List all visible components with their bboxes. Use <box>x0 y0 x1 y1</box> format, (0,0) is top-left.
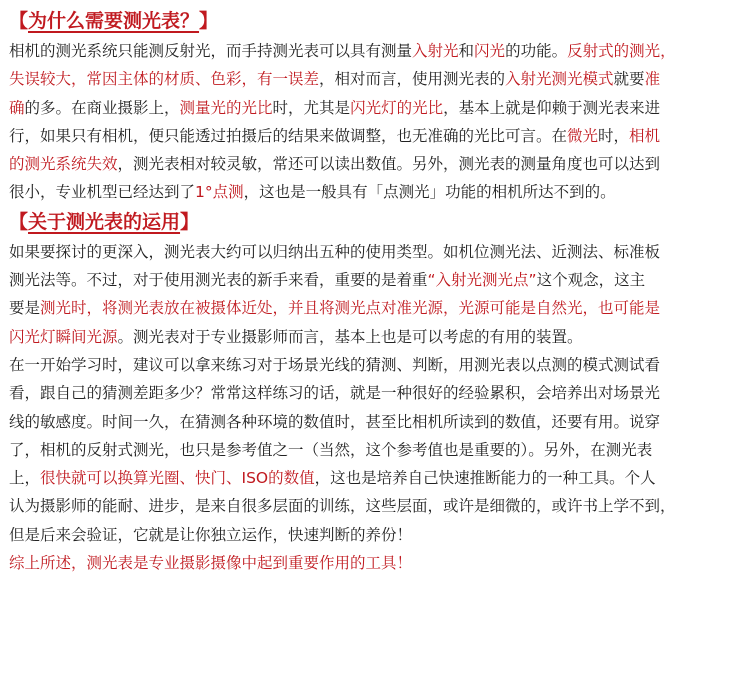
highlighted-text: 闪光 <box>474 42 506 60</box>
body-text: 行，如果只有相机，便只能透过拍摄后的结果来做调整，也无准确的光比可言。在 <box>9 126 568 145</box>
heading-bracket-open: 【 <box>9 10 29 32</box>
body-text: 看，跟自己的猜测差距多少？常常这样练习的话，就是一种很好的经验累积，会培养出对场景光 <box>9 384 661 403</box>
highlighted-text: 确 <box>9 98 25 117</box>
highlighted-text: 相机 <box>629 126 661 145</box>
conclusion-text: 综上所述，测光表是专业摄影摄像中起到重要作用的工具！ <box>9 554 413 573</box>
highlighted-text: 闪光灯的光比 <box>350 98 444 117</box>
text-line <box>9 178 744 206</box>
text-line <box>9 323 744 351</box>
highlighted-text: 入射光 <box>412 42 459 60</box>
highlighted-text: 很快就可以换算光圈、快门、ISO的数值 <box>40 469 315 488</box>
paragraph <box>9 351 744 549</box>
text-line <box>9 122 744 150</box>
body-text: ，测光表相对较灵敏，常还可以读出数值。另外，测光表的测量角度也可以达到 <box>117 155 661 174</box>
text-line <box>9 150 744 178</box>
body-text: 如果要探讨的更深入，测光表大约可以归纳出五种的使用类型。如机位测光法、近测法、标准板 <box>9 242 661 261</box>
body-text: 和 <box>458 42 475 60</box>
highlighted-text: 失误较大，常因主体的材质、色彩，有一误差 <box>9 70 320 89</box>
heading-bracket-open: 【 <box>9 210 29 233</box>
text-line <box>9 379 744 407</box>
text-line <box>9 351 744 379</box>
text-line <box>9 294 744 322</box>
body-text: 。测光表对于专业摄影师而言，基本上也是可以考虑的有用的装置。 <box>117 327 583 346</box>
body-text: 很小，专业机型已经达到了 <box>9 183 196 202</box>
article-sections <box>9 6 744 549</box>
body-text: 测光法等。不过，对于使用测光表的新手来看，重要的是着重 <box>9 271 428 290</box>
highlighted-text: 微光 <box>567 126 599 145</box>
text-line <box>9 266 744 294</box>
text-line <box>9 436 744 464</box>
highlighted-text: 1°点测 <box>195 183 244 202</box>
body-text: 时， <box>598 126 630 145</box>
body-text: 的多。在商业摄影上， <box>24 98 180 117</box>
text-line <box>9 408 744 436</box>
body-text: 线的敏感度。时间一久，在猜测各种环境的数值时，甚至比相机所读到的数值，还要有用。说穿 <box>9 412 661 431</box>
highlighted-text: 的测光系统失效 <box>9 155 118 174</box>
highlighted-text: 闪光灯瞬间光源 <box>9 327 118 346</box>
text-line <box>9 94 744 122</box>
body-text: 时，尤其是 <box>272 98 351 117</box>
body-text: ，这也是一般具有「点测光」功能的相机所达不到的。 <box>243 183 616 202</box>
highlighted-text: 反射式的测光， <box>567 42 676 60</box>
body-text: ，基本上就是仰赖于测光表来进 <box>443 98 661 117</box>
highlighted-text: 入射光测光模式 <box>505 70 614 89</box>
highlighted-text: 测量光的光比 <box>179 98 273 117</box>
section-heading-title: 关于测光表的运用 <box>28 210 181 233</box>
body-text: 这个观念，这主 <box>536 271 646 290</box>
conclusion <box>9 549 744 577</box>
text-line <box>9 238 744 266</box>
body-text: 要是 <box>9 299 41 318</box>
text-line <box>9 464 744 492</box>
highlighted-text: “入射光测光点” <box>427 271 537 290</box>
body-text: ，这也是培养自己快速推断能力的一种工具。个人 <box>314 469 656 488</box>
text-line <box>9 37 744 65</box>
heading-bracket-close: 】 <box>199 10 219 32</box>
text-line <box>9 521 744 549</box>
body-text: 就要 <box>613 70 645 89</box>
body-text: 相机的测光系统只能测反射光，而手持测光表可以具有测量 <box>9 42 413 60</box>
highlighted-text: 测光时，将测光表放在被摄体近处，并且将测光点对准光源，光源可能是自然光，也可能是 <box>40 299 661 318</box>
text-line <box>9 65 744 93</box>
section-heading <box>9 207 744 238</box>
section-heading <box>9 6 744 37</box>
paragraph <box>9 238 744 351</box>
body-text: 在一开始学习时，建议可以拿来练习对于场景光线的猜测、判断，用测光表以点测的模式测试看 <box>9 355 661 374</box>
heading-bracket-close: 】 <box>180 210 200 233</box>
highlighted-text: 准 <box>644 70 661 89</box>
body-text: 上， <box>9 469 41 488</box>
paragraph <box>9 37 744 207</box>
body-text: 了，相机的反射式测光，也只是参考值之一（当然，这个参考值也是重要的）。另外，在测光表 <box>9 440 653 459</box>
body-text: 的功能。 <box>505 42 568 60</box>
body-text: ，相对而言，使用测光表的 <box>319 70 506 89</box>
body-text: 但是后来会验证，它就是让你独立运作，快速判断的养份！ <box>9 525 413 544</box>
body-text: 认为摄影师的能耐、进步，是来自很多层面的训练，这些层面，或许是细微的，或许书上学不到， <box>9 497 676 516</box>
text-line <box>9 492 744 520</box>
section-heading-title: 为什么需要测光表？ <box>28 10 200 32</box>
